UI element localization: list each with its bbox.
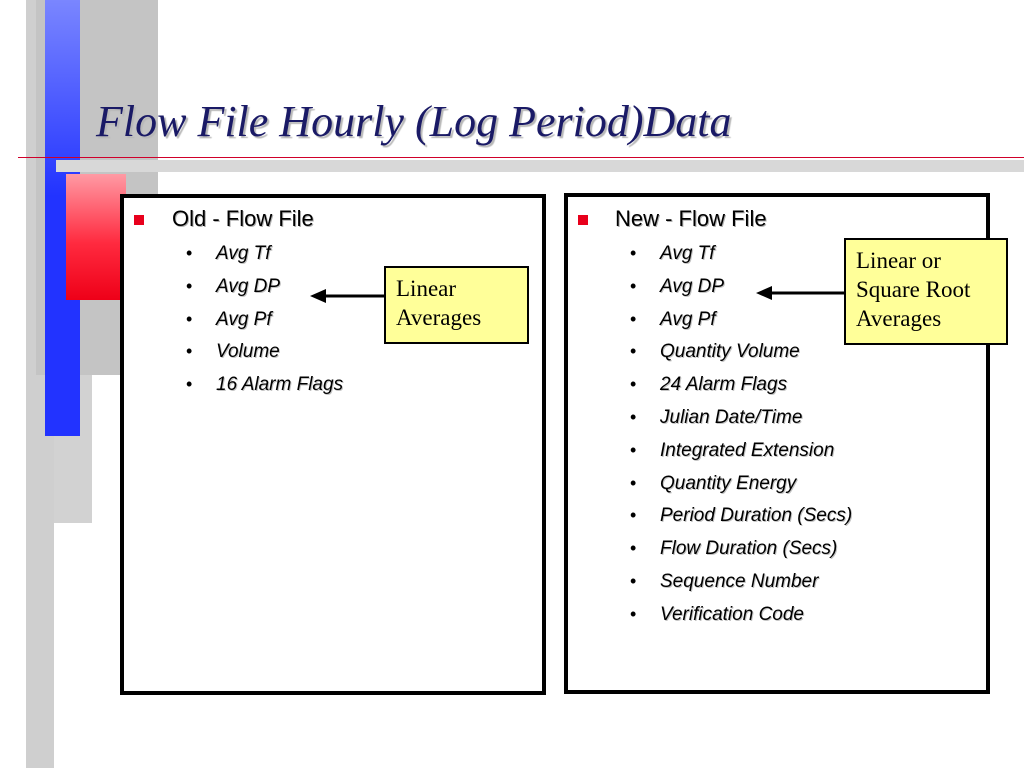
dot-bullet-icon: •	[630, 341, 637, 362]
dot-bullet-icon: •	[186, 275, 193, 296]
dot-bullet-icon: •	[186, 374, 193, 395]
dot-bullet-icon: •	[630, 570, 637, 591]
dot-bullet-icon: •	[186, 308, 193, 329]
dot-bullet-icon: •	[630, 243, 637, 263]
dot-bullet-icon: •	[630, 308, 637, 329]
decor-red-block	[66, 174, 126, 300]
old-callout-note: Linear Averages	[384, 266, 529, 344]
dot-bullet-icon: •	[630, 603, 637, 624]
new-callout-note: Linear or Square Root Averages	[844, 238, 1008, 345]
new-panel-heading: New - Flow File	[615, 206, 767, 231]
dot-bullet-icon: •	[630, 439, 637, 460]
dot-bullet-icon: •	[186, 243, 193, 263]
title-underline	[18, 157, 1024, 158]
heading-bullet-icon	[578, 215, 588, 225]
dot-bullet-icon: •	[630, 275, 637, 296]
slide-title: Flow File Hourly (Log Period)Data	[96, 97, 732, 146]
left-arrow-icon	[310, 287, 386, 305]
old-panel-heading: Old - Flow File	[172, 206, 314, 231]
decor-gray-title-band	[56, 160, 1024, 172]
dot-bullet-icon: •	[630, 406, 637, 427]
dot-bullet-icon: •	[630, 472, 637, 493]
heading-bullet-icon	[134, 215, 144, 225]
left-arrow-icon	[756, 284, 846, 302]
dot-bullet-icon: •	[630, 374, 637, 395]
dot-bullet-icon: •	[186, 341, 193, 362]
dot-bullet-icon: •	[630, 538, 637, 559]
dot-bullet-icon: •	[630, 505, 637, 526]
